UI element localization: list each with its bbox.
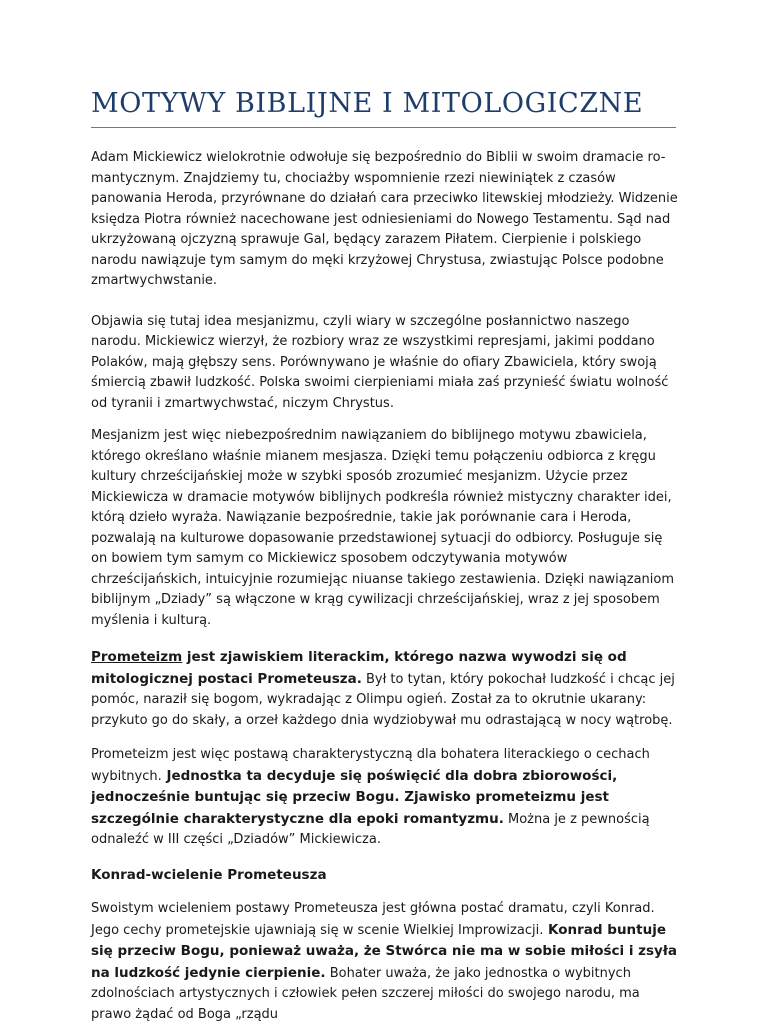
page-title: MOTYWY BIBLIJNE I MITOLOGICZNE — [91, 88, 644, 119]
konrad-rebellion-bold: Konrad buntuje się przeciw Bogu, ponieważ uważa, że Stwórca nie ma w sobie miłości i zsyła na ludzkość jedynie cierpienie. — [91, 921, 677, 981]
section-heading-konrad: Konrad-wcielenie Prometeusza — [91, 866, 327, 883]
prometheism-term-text: Prometeizm — [91, 649, 183, 665]
prometheism-definition-bold: jest zjawiskiem literackim, którego nazwa wywodzi się od mitologicznej postaci Prometeusza. — [91, 649, 627, 687]
prometheism-attitude-start: Prometeizm jest więc postawą charakterystyczną dla bohatera literackiego o cechach wybitnych. — [91, 747, 650, 784]
paragraph-messianism-explained: Mesjanizm jest więc niebezpośrednim nawiązaniem do biblijnego motywu zbawiciela, którego określano właśnie mianem mesjasza. Dzięki temu połączeniu odbiorca z kręgu kultury chrześcijańskiej może w szybki sposób zrozumieć mesjanizm. Użycie przez Mickiewicza w dramacie motywów biblijnych podkreśla również mistyczny charakter idei, którą dzieło wyraża. Nawiązanie bezpośrednie, takie jak porównanie cara i Heroda, pozwalają na kulturowe dopasowanie przedstawionej sytuacji do odbiorcy. Posługuje się on bowiem tym samym co Mickiewicz sposobem odczytywania motywów chrześcijańskich, intuicyjnie rozumiejąc niuanse takiego zestawienia. Dzięki nawiązaniom biblijnym „Dziady” są włączone w krąg cywilizacji chrześcijańskiej, wraz z jej sposobem myślenia i kulturą. — [91, 428, 675, 628]
paragraph-prometheism-attitude — [91, 745, 678, 851]
prometheism-attitude-end: Można je z pewnością odnaleźć w III części „Dziadów” Mickiewicza. — [91, 811, 650, 847]
konrad-end: Bohater uważa, że jako jednostka o wybitnych zdolnościach artystycznych i człowiek pełen szczerej miłości do swojego narodu, ma prawo żądać od Boga „rządu — [91, 965, 640, 1022]
title-underline-rule — [91, 127, 676, 128]
paragraph-konrad — [91, 899, 678, 1025]
paragraph-prometheism-definition — [91, 647, 678, 731]
prometheism-attitude-bold: Jednostka ta decyduje się poświęcić dla dobra zbiorowości, jednocześnie buntując się przeciw Bogu. Zjawisko prometeizmu jest szczególnie charakterystyczne dla epoki romantyzmu. — [91, 767, 618, 827]
prometheism-myth-text: Był to tytan, który pokochał ludzkość i chcąc jej pomóc, naraził się bogom, wykradając z Olimpu ogień. Został za to okrutnie ukarany: przykuto go do skały, a orzeł każdego dnia wydziobywał mu odrastającą w nocy wątrobę. — [91, 671, 675, 728]
document-body — [91, 148, 678, 1025]
prometheism-term — [91, 649, 182, 665]
paragraph-messianism: Objawia się tutaj idea mesjanizmu, czyli wiary w szczególne posłannictwo naszego narodu. Mickiewicz wierzył, że rozbiory wraz ze wszystkimi represjami, jakimi poddano Polaków, mają głębszy sens. Porównywano je właśnie do ofiary Zbawiciela, który swoją śmiercią zbawił ludzkość. Polska swoimi cierpieniami miała zaś przynieść światu wolność od tyranii i zmartwychwstać, niczym Chrystus. — [91, 313, 669, 411]
konrad-start: Swoistym wcieleniem postawy Prometeusza jest główna postać dramatu, czyli Konrad. Jego cechy prometejskie ujawniają się w scenie Wielkiej Improwizacji. — [91, 901, 655, 938]
paragraph-biblical-references: Adam Mickiewicz wielokrotnie odwołuje się bezpośrednio do Biblii w swoim dramacie ro-mantycznym. Znajdziemy tu, chociażby wspomnienie rzezi niewiniątek z czasów panowania Heroda, przyrównane do działań cara przeciwko litewskiej młodzieży. Widzenie księdza Piotra również nacechowane jest odniesieniami do Nowego Testamentu. Sąd nad ukrzyżowaną ojczyzną sprawuje Gal, będący zarazem Piłatem. Cierpienie i polskiego narodu nawiązuje tym samym do męki krzyżowej Chrystusa, zwiastując Polsce podobne zmartwychwstanie. — [91, 150, 678, 288]
